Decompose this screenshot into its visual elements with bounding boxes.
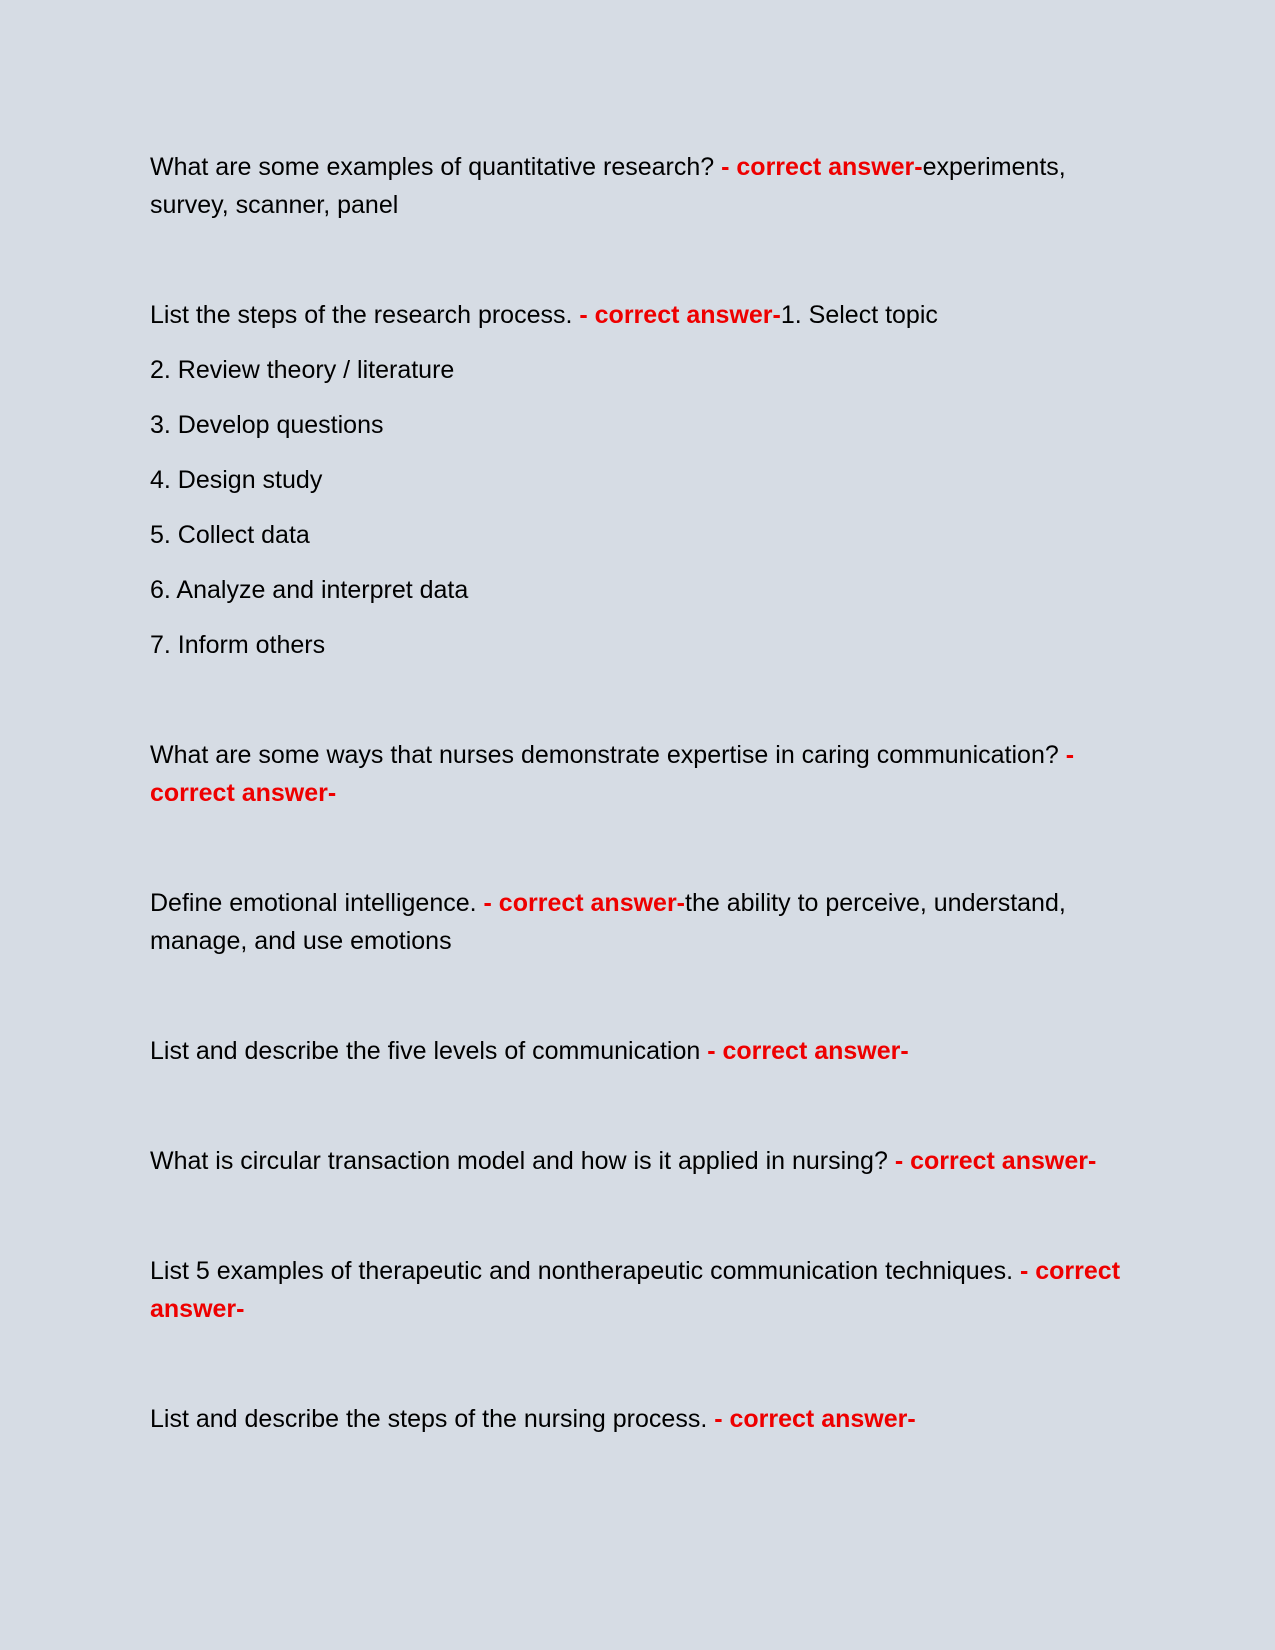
correct-answer-marker: - correct answer- [150, 1257, 1121, 1323]
question-text: What are some examples of quantitative research? [150, 153, 715, 181]
answer-text: the ability to perceive, understand, manage, and use emotions [150, 889, 1066, 955]
research-steps-list [150, 351, 1135, 664]
correct-answer-marker: - correct answer- [700, 1037, 909, 1065]
question-text: List and describe the steps of the nursing process. [150, 1405, 708, 1433]
qa-item-quantitative-research [150, 148, 1135, 224]
qa-item-research-process [150, 296, 1135, 664]
qa-item-caring-communication [150, 736, 1135, 812]
list-item: 3. Develop questions [150, 411, 384, 439]
correct-answer-marker: - correct answer- [887, 1147, 1097, 1175]
list-item: 6. Analyze and interpret data [150, 576, 469, 604]
correct-answer-marker: - correct answer- [476, 889, 686, 917]
list-item: 7. Inform others [150, 631, 326, 659]
answer-text: experiments, survey, scanner, panel [150, 153, 1066, 219]
question-text: What are some ways that nurses demonstrate expertise in caring communication? [150, 741, 1059, 769]
question-text: Define emotional intelligence. [150, 889, 477, 917]
question-text: List 5 examples of therapeutic and nontherapeutic communication techniques. [150, 1257, 1014, 1285]
correct-answer-marker: - correct answer- [707, 1405, 916, 1433]
list-item: 4. Design study [150, 466, 323, 494]
qa-item-levels-of-communication [150, 1032, 1135, 1070]
question-text: What is circular transaction model and how is it applied in nursing? [150, 1147, 888, 1175]
list-item: 2. Review theory / literature [150, 356, 455, 384]
correct-answer-marker: - correct answer- [714, 153, 923, 181]
list-item: 5. Collect data [150, 521, 310, 549]
qa-item-circular-transaction-model [150, 1142, 1135, 1180]
correct-answer-marker: - correct answer- [150, 741, 1075, 807]
question-text: List and describe the five levels of communication [150, 1037, 701, 1065]
answer-text: 1. Select topic [780, 301, 938, 329]
question-text: List the steps of the research process. [150, 301, 573, 329]
qa-item-nursing-process [150, 1400, 1135, 1438]
document-body [150, 148, 1135, 1438]
qa-item-communication-techniques [150, 1252, 1135, 1328]
qa-item-emotional-intelligence [150, 884, 1135, 960]
correct-answer-marker: - correct answer- [572, 301, 781, 329]
